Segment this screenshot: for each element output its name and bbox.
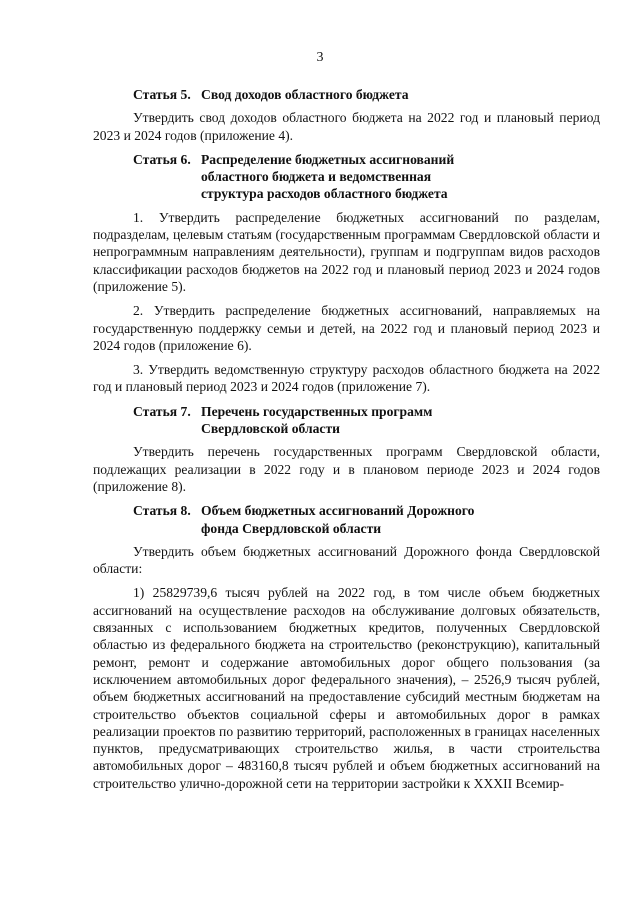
- article-7-heading: [133, 403, 600, 438]
- article-8-heading: [133, 502, 600, 537]
- article-6-title-line: Распределение бюджетных ассигнований: [201, 151, 455, 167]
- article-6-paragraph-3: 3. Утвердить ведомственную структуру расходов областного бюджета на 2022 год и плановый период 2023 и 2024 годов (приложение 7).: [93, 362, 600, 395]
- article-8-title-line: Объем бюджетных ассигнований Дорожного: [201, 503, 475, 519]
- article-6-label: Статья 6.: [133, 151, 191, 167]
- article-6-paragraph-1: 1. Утвердить распределение бюджетных ассигнований по разделам, подразделам, целевым статьям (государственным программам Свердловской области и непрограммным направлениям деятельности), группам и подгруппам видов расходов классификации расходов бюджетов на 2022 год и плановый период 2023 и 2024 годов (приложение 5).: [93, 209, 600, 294]
- article-5-heading: [133, 86, 600, 103]
- article-8-label: Статья 8.: [133, 503, 191, 519]
- article-7-label: Статья 7.: [133, 403, 191, 419]
- article-8-paragraph-1: Утвердить объем бюджетных ассигнований Дорожного фонда Свердловской области:: [93, 543, 600, 577]
- document-body: [93, 86, 600, 799]
- article-6-title-line: структура расходов областного бюджета: [201, 186, 448, 202]
- article-5-label: Статья 5.: [133, 87, 191, 102]
- article-8-paragraph-2: 1) 25829739,6 тысяч рублей на 2022 год, в том числе объем бюджетных ассигнований на осуществление расходов на обслуживание долговых обязательств, связанных с использованием бюджетных кредитов, полученных Свердловской областью из федерального бюджета на строительство (реконструкцию), капитальный ремонт, ремонт и содержание автомобильных дорог общего пользования (за исключением автомобильных дорог федерального значения), – 2526,9 тысяч рублей, объем бюджетных ассигнований на предоставление субсидий местным бюджетам на строительство объектов социальной сферы и автомобильных дорог в рамках реализации проектов по развитию территорий, расположенных в границах населенных пунктов, предусматривающих строительство жилья, в части строительства автомобильных дорог – 483160,8 тысяч рублей и объем бюджетных ассигнований на строительство улично-дорожной сети на территории застройки к XXXII Всемир-: [93, 585, 600, 791]
- page-number: 3: [316, 50, 324, 65]
- article-7-paragraph: Утвердить перечень государственных программ Свердловской области, подлежащих реализации в 2022 году и в плановом периоде 2023 и 2024 годов (приложение 8).: [93, 444, 600, 494]
- article-6-paragraph-2: 2. Утвердить распределение бюджетных ассигнований, направляемых на государственную поддержку семьи и детей, на 2022 год и плановый период 2023 и 2024 годов (приложение 6).: [93, 303, 600, 353]
- article-6-heading: [133, 151, 600, 203]
- article-6-title-line: областного бюджета и ведомственная: [201, 169, 432, 185]
- article-7-title-line: Свердловской области: [201, 421, 340, 437]
- article-5-title-line: Свод доходов областного бюджета: [201, 87, 409, 102]
- article-5-paragraph: Утвердить свод доходов областного бюджета на 2022 год и плановый период 2023 и 2024 годов (приложение 4).: [93, 110, 600, 143]
- article-7-title-line: Перечень государственных программ: [201, 403, 433, 419]
- article-8-title-line: фонда Свердловской области: [201, 520, 382, 536]
